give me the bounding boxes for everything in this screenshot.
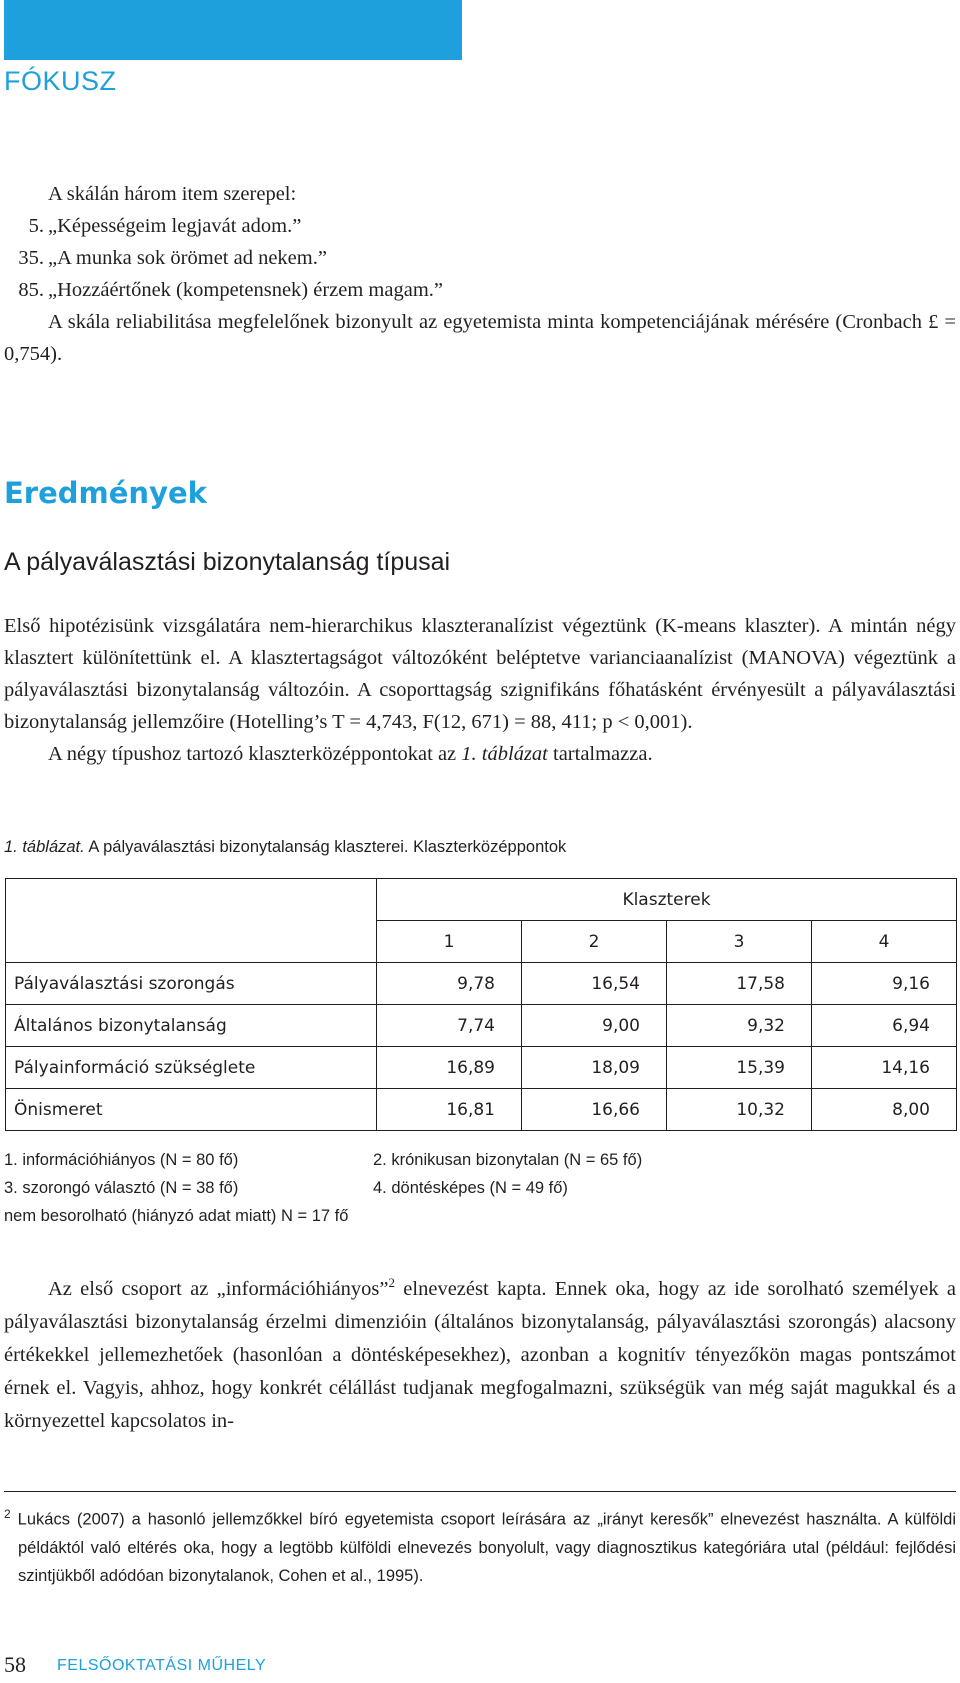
legend-item: 3. szorongó választó (N = 38 fő) <box>4 1179 239 1197</box>
group-header: Klaszterek <box>377 879 957 921</box>
legend-item: nem besorolható (hiányzó adat miatt) N = 17 fő <box>4 1207 349 1225</box>
table-row <box>6 1089 957 1131</box>
table-legend <box>4 1146 642 1230</box>
scale-description <box>4 178 956 370</box>
table-cell: 18,09 <box>522 1047 667 1089</box>
item-number: 35. <box>18 247 44 269</box>
list-item <box>4 210 956 242</box>
row-label: Önismeret <box>6 1089 377 1131</box>
legend-item: 4. döntésképes (N = 49 fő) <box>373 1179 568 1197</box>
text-span: elnevezést kapta. Ennek oka, hogy az ide sorolható személyek a pályaválasztási bizonytalanság érzelmi dimenzióin (általános bizonytalanság, pályaválasztási szorongás) alacsony értékekkel jellemezhetőek (hasonlóan a döntésképesekhez), azonban a kognitív tényezőkön magas pontszámot érnek el. Vagyis, ahhoz, hogy konkrét célállást tudjanak megfogalmazni, szükségük van még saját magukkal és a környezettel kapcsolatos in- <box>4 1277 956 1432</box>
scale-intro: A skálán három item szerepel: <box>48 183 297 205</box>
table-cell: 16,81 <box>377 1089 522 1131</box>
legend-item: 1. információhiányos (N = 80 fő) <box>4 1151 239 1169</box>
column-header: 1 <box>377 921 522 963</box>
footnote-mark: 2 <box>4 1507 11 1521</box>
table-cell <box>6 921 377 963</box>
table-cell: 6,94 <box>812 1005 957 1047</box>
paragraph <box>4 738 956 770</box>
paragraph <box>4 1266 956 1438</box>
cluster-table <box>5 878 957 1131</box>
section-label: FÓKUSZ <box>4 66 117 96</box>
table-cell: 9,32 <box>667 1005 812 1047</box>
column-header: 3 <box>667 921 812 963</box>
list-item <box>4 242 956 274</box>
table-cell: 17,58 <box>667 963 812 1005</box>
table-cell: 9,78 <box>377 963 522 1005</box>
column-header: 4 <box>812 921 957 963</box>
list-item <box>4 274 956 306</box>
legend-row <box>4 1146 642 1174</box>
table-cell: 10,32 <box>667 1089 812 1131</box>
caption-label: 1. táblázat. <box>4 838 85 856</box>
table-cell <box>6 879 377 921</box>
footnote-reference: 2 <box>388 1275 396 1290</box>
results-text <box>4 610 956 770</box>
page-number: 58 <box>4 1652 26 1677</box>
table-header-row <box>6 921 957 963</box>
item-text: „Képességeim legjavát adom.” <box>48 215 302 237</box>
header-accent-bar <box>4 0 462 60</box>
footnote <box>4 1500 956 1590</box>
table-cell: 7,74 <box>377 1005 522 1047</box>
text-span: tartalmazza. <box>547 743 653 765</box>
table-cell: 14,16 <box>812 1047 957 1089</box>
row-label: Pályaválasztási szorongás <box>6 963 377 1005</box>
text-span: Az első csoport az „információhiányos” <box>48 1277 389 1300</box>
row-label: Általános bizonytalanság <box>6 1005 377 1047</box>
journal-name: FELSŐOKTATÁSI MŰHELY <box>57 1657 267 1674</box>
table-cell: 9,00 <box>522 1005 667 1047</box>
item-text: „A munka sok örömet ad nekem.” <box>48 247 327 269</box>
legend-row <box>4 1174 642 1202</box>
table-row <box>6 1005 957 1047</box>
table-cell: 16,54 <box>522 963 667 1005</box>
table-reference: 1. táblázat <box>461 743 548 765</box>
paragraph: Első hipotézisünk vizsgálatára nem-hierarchikus klaszteranalízist végeztünk (K-means klaszter). A mintán négy klasztert különítettünk el. A klasztertagságot változóként beléptetve varianciaanalízist (MANOVA) végeztünk a pályaválasztási bizonytalanság változóin. A csoporttagság szignifikáns főhatásként érvényesült a pályaválasztási bizonytalanság jellemzőire (Hotelling’s T = 4,743, F(12, 671) = 88, 411; p < 0,001). <box>4 615 956 733</box>
row-label: Pályainformáció szükséglete <box>6 1047 377 1089</box>
item-number: 85. <box>18 279 44 301</box>
subsection-heading: A pályaválasztási bizonytalanság típusai <box>4 548 451 576</box>
footnote-text: Lukács (2007) a hasonló jellemzőkkel bíró egyetemista csoport leírására az „irányt keresők” elnevezést használta. A külföldi példáktól való eltérés oka, hogy a legtöbb külföldi elnevezés bonyolult, vagy diagnosztikus kategóriára utal (például: fejlődési szintjükből adódóan bizonytalanok, Cohen et al., 1995). <box>10 1510 956 1585</box>
footnote-paragraph <box>4 1500 956 1590</box>
table-header-row <box>6 879 957 921</box>
table-cell: 15,39 <box>667 1047 812 1089</box>
item-text: „Hozzáértőnek (kompetensnek) érzem magam.” <box>48 279 443 301</box>
footnote-divider <box>4 1491 956 1492</box>
caption-text: A pályaválasztási bizonytalanság klaszterei. Klaszterközéppontok <box>84 838 567 856</box>
table-caption <box>4 838 566 857</box>
item-number: 5. <box>28 215 44 237</box>
text-span: A négy típushoz tartozó klaszterközéppontokat az <box>48 743 462 765</box>
legend-item: 2. krónikusan bizonytalan (N = 65 fő) <box>373 1151 643 1169</box>
column-header: 2 <box>522 921 667 963</box>
table-cell: 8,00 <box>812 1089 957 1131</box>
reliability-paragraph: A skála reliabilitása megfelelőnek bizonyult az egyetemista minta kompetenciájának mérésére (Cronbach £ = 0,754). <box>4 311 956 365</box>
discussion-text <box>4 1266 956 1438</box>
table-cell: 16,89 <box>377 1047 522 1089</box>
table-cell: 16,66 <box>522 1089 667 1131</box>
results-heading: Eredmények <box>4 476 207 510</box>
table-row <box>6 963 957 1005</box>
table-cell: 9,16 <box>812 963 957 1005</box>
table-row <box>6 1047 957 1089</box>
